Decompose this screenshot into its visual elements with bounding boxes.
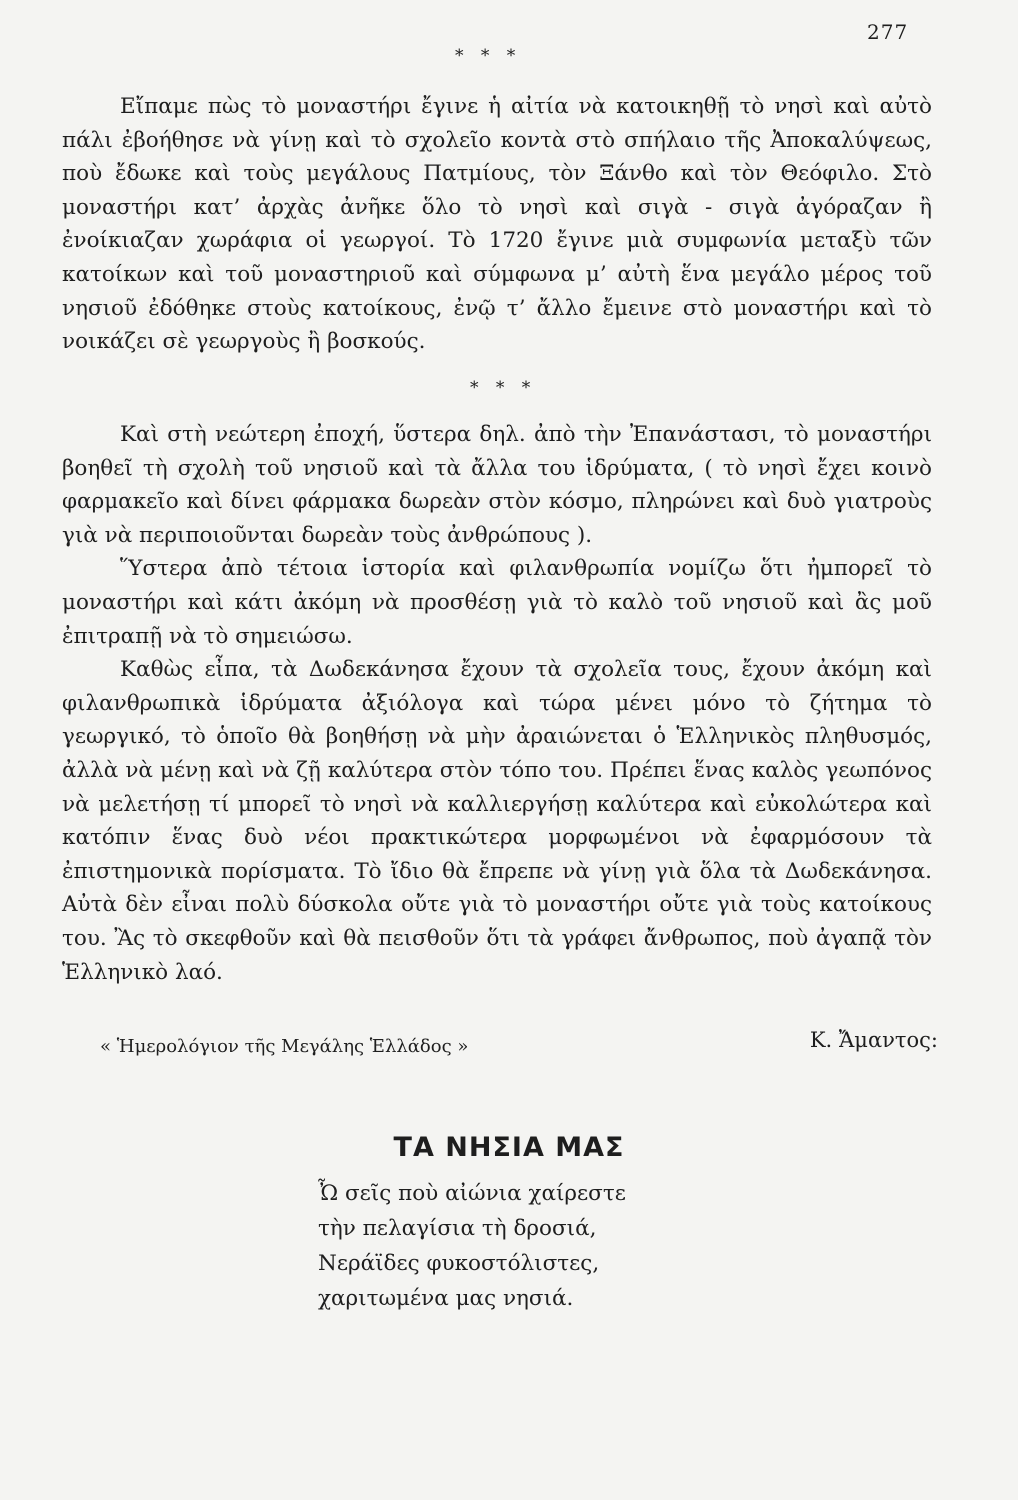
section-separator: * * *: [470, 378, 537, 398]
poem: [318, 1176, 626, 1316]
paragraph: Καὶ στὴ νεώτερη ἐποχή, ὕστερα δηλ. ἀπὸ τὴν Ἐπανάστασι, τὸ μοναστήρι βοηθεῖ τὴ σχολὴ τοῦ νησιοῦ καὶ τὰ ἄλλα του ἱδρύματα, ( τὸ νησὶ ἔχει κοινὸ φαρμακεῖο καὶ δίνει φάρμακα δωρεὰν στὸν κόσμο, πληρώνει καὶ δυὸ γιατροὺς γιὰ νὰ περιποιοῦνται δωρεὰν τοὺς ἀνθρώπους ).: [62, 422, 932, 548]
text-section-1: [62, 90, 932, 359]
text-section-2: [62, 418, 932, 989]
poem-line: τὴν πελαγίσια τὴ δροσιά,: [318, 1216, 597, 1241]
paragraph: Καθὼς εἶπα, τὰ Δωδεκάνησα ἔχουν τὰ σχολεῖα τους, ἔχουν ἀκόμη καὶ φιλανθρωπικὰ ἱδρύματα ἀξιόλογα καὶ τώρα μένει μόνο τὸ ζήτημα τὸ γεωργικό, τὸ ὁποῖο θὰ βοηθήσῃ νὰ μὴν ἀραιώνεται ὁ Ἑλληνικὸς πληθυσμός, ἀλλὰ νὰ μένῃ καὶ νὰ ζῇ καλύτερα στὸν τόπο του. Πρέπει ἕνας καλὸς γεωπόνος νὰ μελετήσῃ τί μπορεῖ τὸ νησὶ νὰ καλλιεργήσῃ καλύτερα καὶ εὐκολώτερα καὶ κατόπιν ἕνας δυὸ νέοι πρακτικώτερα μορφωμένοι νὰ ἐφαρμόσουν τὰ ἐπιστημονικὰ πορίσματα. Τὸ ἴδιο θὰ ἔπρεπε νὰ γίνῃ γιὰ ὅλα τὰ Δωδεκάνησα. Αὐτὰ δὲν εἶναι πολὺ δύσκολα οὔτε γιὰ τὸ μοναστήρι οὔτε γιὰ τοὺς κατοίκους του. Ἂς τὸ σκεφθοῦν καὶ θὰ πεισθοῦν ὅτι τὰ γράφει ἄνθρωπος, ποὺ ἀγαπᾷ τὸν Ἑλληνικὸ λαό.: [62, 657, 932, 985]
paragraph: Ὕστερα ἀπὸ τέτοια ἱστορία καὶ φιλανθρωπία νομίζω ὅτι ἠμπορεῖ τὸ μοναστήρι καὶ κάτι ἀκόμη νὰ προσθέσῃ γιὰ τὸ καλὸ τοῦ νησιοῦ καὶ ἂς μοῦ ἐπιτραπῇ νὰ τὸ σημειώσω.: [62, 556, 932, 649]
page-number: 277: [867, 20, 909, 44]
source-citation: « Ἡμερολόγιον τῆς Μεγάλης Ἑλλάδος »: [100, 1036, 469, 1057]
section-separator: * * *: [455, 46, 522, 66]
attribution: [100, 1028, 938, 1068]
paragraph: Εἴπαμε πὼς τὸ μοναστήρι ἔγινε ἡ αἰτία νὰ κατοικηθῇ τὸ νησὶ καὶ αὐτὸ πάλι ἐβοήθησε νὰ γίνῃ καὶ τὸ σχολεῖο κοντὰ στὸ σπήλαιο τῆς Ἀποκαλύψεως, ποὺ ἔδωκε καὶ τοὺς μεγάλους Πατμίους, τὸν Ξάνθο καὶ τὸν Θεόφιλο. Στὸ μοναστήρι κατ’ ἀρχὰς ἀνῆκε ὅλο τὸ νησὶ καὶ σιγὰ - σιγὰ ἀγόραζαν ἢ ἐνοίκιαζαν χωράφια οἱ γεωργοί. Τὸ 1720 ἔγινε μιὰ συμφωνία μεταξὺ τῶν κατοίκων καὶ τοῦ μοναστηριοῦ καὶ σύμφωνα μ’ αὐτὴ ἕνα μεγάλο μέρος τοῦ νησιοῦ ἐδόθηκε στοὺς κατοίκους, ἐνῷ τ’ ἄλλο ἔμεινε στὸ μοναστήρι καὶ τὸ νοικάζει σὲ γεωργοὺς ἢ βοσκούς.: [62, 94, 932, 355]
poem-title: ΤΑ ΝΗΣΙΑ ΜΑΣ: [393, 1132, 625, 1163]
poem-line: Ὦ σεῖς ποὺ αἰώνια χαίρεστε: [318, 1181, 626, 1206]
author-signature: Κ. Ἄμαντος:: [809, 1028, 938, 1052]
poem-line: Νεράϊδες φυκοστόλιστες,: [318, 1251, 600, 1276]
poem-line: χαριτωμένα μας νησιά.: [318, 1286, 574, 1311]
